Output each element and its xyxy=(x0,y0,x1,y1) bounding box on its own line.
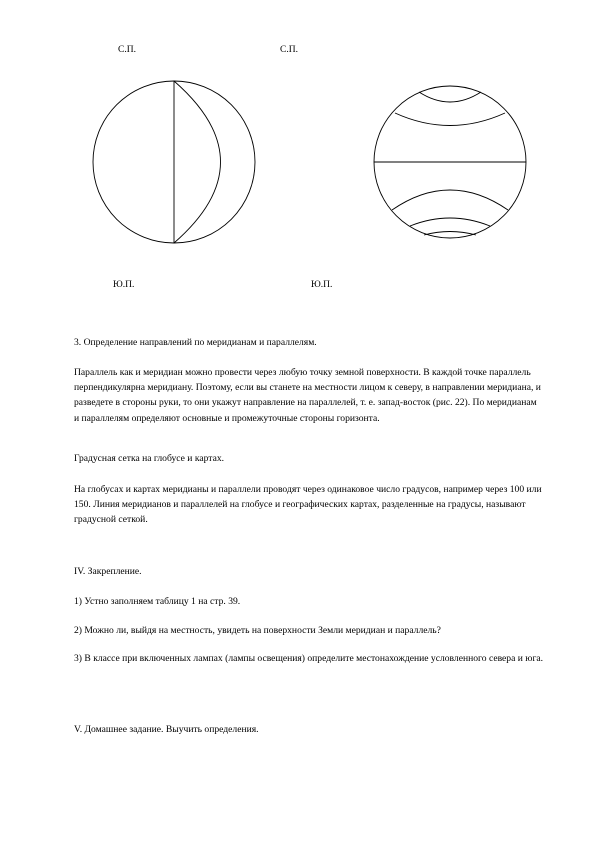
section5-heading: V. Домашнее задание. Выучить определения. xyxy=(74,724,259,735)
parallel-south-3 xyxy=(424,232,476,236)
right-north-pole-label: С.П. xyxy=(280,45,298,55)
left-south-pole-label: Ю.П. xyxy=(113,280,135,290)
paragraph-degree-grid: На глобусах и картах меридианы и параллели проводят через одинаковое число градусов, например через 100 или 150. Линия меридианов и параллелей на глобусе и географических картах, разделенные на градусы, называют градусной сеткой. xyxy=(74,484,542,526)
parallel-south-1 xyxy=(392,190,508,210)
left-north-pole-label: С.П. xyxy=(118,45,136,55)
parallel-globe-figure xyxy=(374,86,526,238)
meridian-globe-figure xyxy=(93,81,255,243)
right-south-pole-label: Ю.П. xyxy=(311,280,333,290)
section4-heading: IV. Закрепление. xyxy=(74,566,142,577)
question-3: 3) В классе при включенных лампах (лампы освещения) определите местонахождение условленного севера и юга. xyxy=(74,653,544,664)
parallel-north-2 xyxy=(395,113,505,126)
parallel-south-2 xyxy=(410,218,490,226)
parallel-north-1 xyxy=(419,92,481,102)
section3-heading: 3. Определение направлений по меридианам и параллелям. xyxy=(74,337,317,348)
question-2: 2) Можно ли, выйдя на местность, увидеть на поверхности Земли меридиан и параллель? xyxy=(74,625,441,636)
grid-heading: Градусная сетка на глобусе и картах. xyxy=(74,453,225,464)
question-1: 1) Устно заполняем таблицу 1 на стр. 39. xyxy=(74,596,241,607)
meridian-arc xyxy=(174,81,221,243)
paragraph-meridian-parallel: Параллель как и меридиан можно провести через любую точку земной поверхности. В каждой точке параллель перпендикулярна меридиану. Поэтому, если вы станете на местности лицом к северу, в направлении меридиана, и разведете в стороны руки, то они укажут направление на параллелей, т. е. запад-восток (рис. 22). По меридианам и параллелям определяют основные и промежуточные стороны горизонта. xyxy=(74,367,541,424)
